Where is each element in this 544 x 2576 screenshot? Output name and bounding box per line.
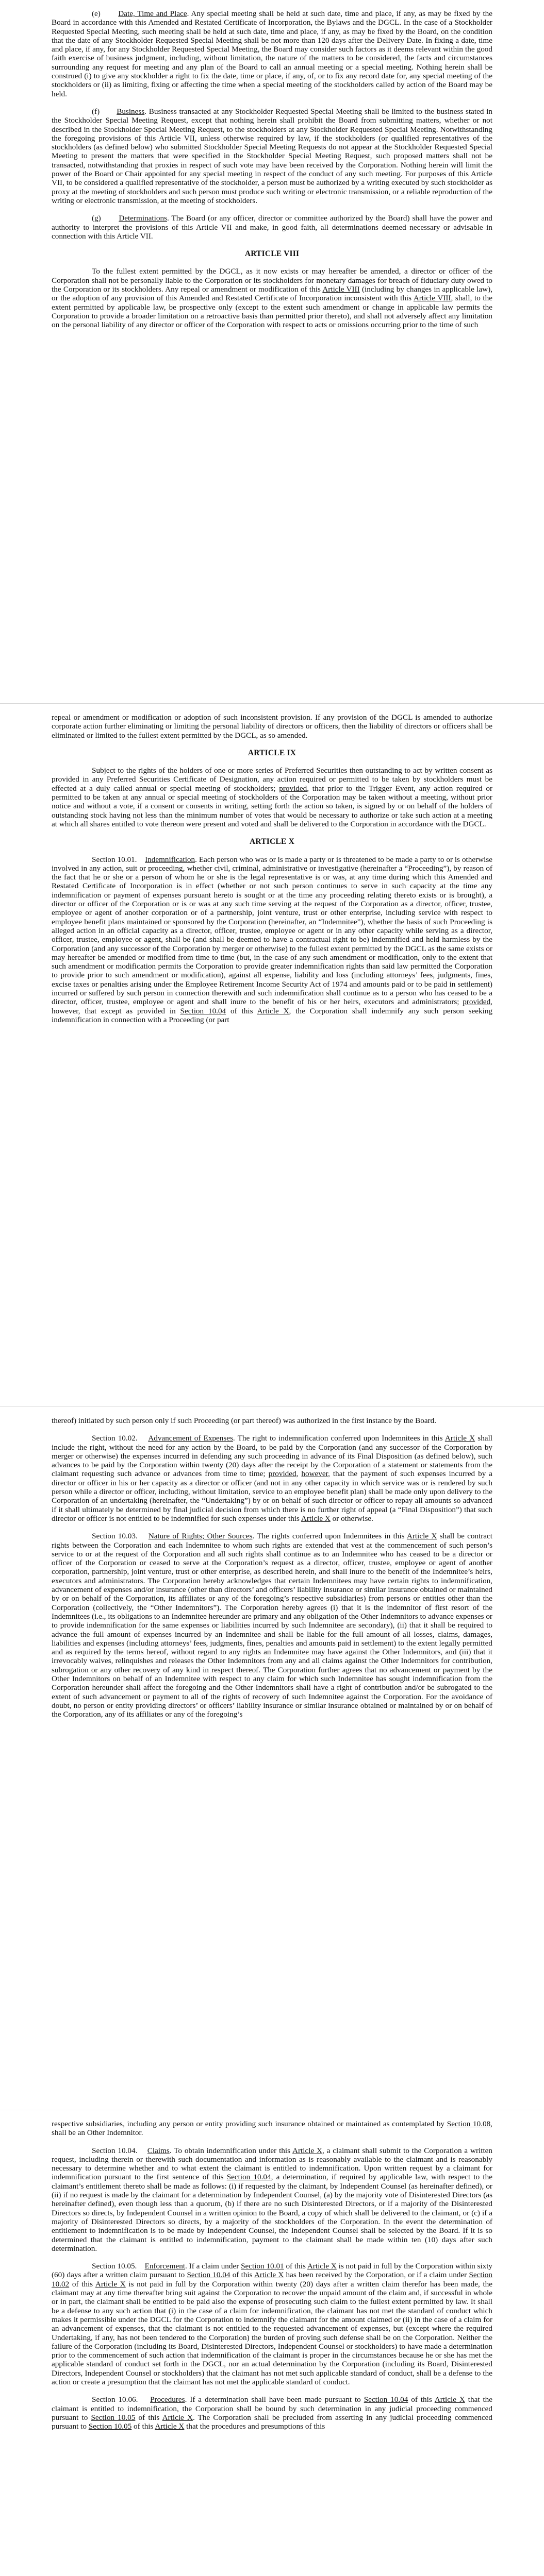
- article-reference: Article X: [257, 1006, 289, 1015]
- section-body: , however, that except as provided in: [52, 997, 492, 1015]
- section-body: that the claimant is entitled to indemnification, the Corporation shall be bound by such determination in any judicial proceeding commenced pursuant to: [52, 2395, 493, 2422]
- page-4-text: [52, 2120, 492, 2431]
- article-text: To the fullest extent permitted by the DGCL, as it now exists or may hereafter be amended, a director or officer of the Corporation shall not be personally liable to the Corporation or its stockholders for monetary damages for breach of fiduciary duty owed to the Corporation or its stockholders. Any repeal or amendment or modification of this: [52, 267, 492, 294]
- section-heading: Determinations: [119, 214, 167, 223]
- article-reference: Article VIII: [413, 294, 451, 303]
- section-10-05-paragraph: [52, 2262, 492, 2386]
- section-body: . Each person who was or is made a party or is threatened to be made a party to or is otherwise involved in any action, suit or proceeding, whether civil, criminal, administrative or investigative (hereinafter a “Proceeding”), by reason of the fact that he or she or a person of whom he or she is the legal representative is or was, at any time during which this Amended and Restated Certificate of Incorporation is in effect (whether or not such person continues to serve in such capacity at the time any indemnification or payment of expenses pursuant hereto is sought or at the time any proceeding relating thereto exists or is brought), a director or officer of the Corporation or is or was at any such time serving at the request of the Corporation as a director, officer, trustee, employee or agent of another corporation or of a partnership, joint venture, trust or other enterprise, including service with respect to employee benefit plans maintained or sponsored by the Corporation (hereinafter, an “Indemnitee”), whether the basis of such Proceeding is alleged action in an official capacity as a director, officer, trustee, employee or agent or in any other capacity while serving as a director, officer, trustee, employee or agent, shall be (and shall be deemed to have a contractual right to be) indemnified and held harmless by the Corporation (and any successor of the Corporation by merger or otherwise) to the fullest extent permitted by the DGCL as the same exists or may hereafter be amended or modified from time to time (but, in the case of any such amendment or modification, only to the extent that such amendment or modification permits the Corporation to provide greater indemnification rights than said law permitted the Corporation to provide prior to such amendment or modification), against all expense, liability and loss (including attorneys’ fees, judgments, fines, excise taxes or penalties arising under the Employee Retirement Income Security Act of 1974 and amounts paid or to be paid in settlement) incurred or suffered by such person in connection therewith and such indemnification shall continue as to a person who has ceased to be a director, officer, trustee, employee or agent and shall inure to the benefit of his or her heirs, executors and administrators;: [52, 855, 493, 1007]
- section-heading: Claims: [147, 2146, 170, 2155]
- section-body: is not paid in full by the Corporation within sixty (60) days after a written claim pursuant to: [52, 2262, 493, 2280]
- article-viii-title: ARTICLE VIII: [244, 249, 300, 259]
- document-page-2: [0, 703, 544, 1406]
- article-ix-title: ARTICLE IX: [248, 748, 296, 757]
- section-body: of this: [226, 1006, 257, 1015]
- section-heading: Procedures: [150, 2395, 185, 2404]
- section-body: shall be contract rights between the Corporation and each Indemnitee to whom such rights are extended that vest at the commencement of such person’s service to or at the request of the Corporation and all such rights shall continue as to an Indemnitee who has ceased to be a director or officer of the Corporation or ceased to serve at the Corporation’s request as a director, officer, trustee, employee or agent of another corporation, partnership, joint venture, trust or other enterprise, as described herein, and shall inure to the benefit of the Indemnitee’s heirs, executors and administrators. The Corporation hereby acknowledges that certain Indemnitees may have certain rights to indemnification, advancement of expenses and/or insurance (other than directors’ and officers’ liability insurance or similar insurance obtained or maintained by or on behalf of the Corporation, its affiliates or any of the foregoing’s respective subsidiaries) from persons or entities other than the Corporation (collectively, the “Other Indemnitors”). The Corporation hereby agrees (i) that it is the indemnitor of first resort of the Indemnitees (i.e., its obligations to an Indemnitee hereunder are primary and any obligation of the Other Indemnitors to advance expenses or to provide indemnification for the same expenses or liabilities incurred by such Indemnitee are secondary), (ii) that it shall be required to advance the full amount of expenses incurred by an Indemnitee and shall be liable for the full amount of all losses, claims, damages, liabilities and expenses (including attorneys’ fees, judgments, fines, penalties and amounts paid in settlement) to the extent legally permitted and as required by the terms hereof, without regard to any rights an Indemnitee may have against the Other Indemnitors, and (iii) that it irrevocably waives, relinquishes and releases the Other Indemnitors from any and all claims against the Other Indemnitors for contribution, subrogation or any other recovery of any kind in respect thereof. The Corporation further agrees that no advancement or payment by the Other Indemnitors on behalf of an Indemnitee with respect to any claim for which such Indemnitee has sought indemnification from the Corporation hereunder shall affect the foregoing and the Other Indemnitors shall have a right of contribution and/or be subrogated to the extent of such advancement or payment to all of the rights of recovery of such Indemnitee against the Corporation. For the avoidance of doubt, no person or entity providing directors’ or officers’ liability insurance or similar insurance obtained or maintained by or on behalf of the Corporation, any of its affiliates or any of the foregoing’s: [52, 1532, 493, 1719]
- section-reference: Section 10.04: [226, 2173, 271, 2182]
- section-10-06-paragraph: [52, 2395, 492, 2431]
- section-heading: Advancement of Expenses: [148, 1434, 233, 1443]
- article-ix-paragraph: [52, 766, 492, 828]
- article-reference: Article X: [155, 2422, 185, 2431]
- section-label: Section 10.03.: [92, 1532, 138, 1541]
- document-page-1: [0, 0, 544, 703]
- article-text: , shall, to the extent permitted by applicable law, be prospective only (except to the extent such amendment or change in applicable law permits the Corporation to provide a broader limitation on a retroactive basis than permitted prior thereto), and shall not adversely affect any limitation on the personal liability of any director or officer of the Corporation with respect to acts or omissions occurring prior to the time of such: [52, 294, 492, 330]
- section-body: , a claimant shall submit to the Corporation a written request, including therein or therewith such documentation and information as is reasonably available to the claimant and is reasonably necessary to determine whether and to what extent the claimant is entitled to indemnification. Upon written request by a claimant for indemnification pursuant to the first sentence of this: [52, 2146, 493, 2182]
- section-label: (e): [92, 9, 101, 18]
- section-10-04-paragraph: [52, 2146, 492, 2253]
- article-reference: Article X: [406, 1532, 437, 1541]
- section-10-03-paragraph: [52, 1532, 492, 1719]
- section-body: , a determination, if required by applicable law, with respect to the claimant’s entitlement thereto shall be made as follows: (i) if requested by the claimant, by Independent Counsel (as hereinafter defined), or (ii) if no request is made by the claimant for a determination by Independent Counsel, (a) by the majority vote of Disinterested Directors (as hereinafter defined), even though less than a quorum, (b) if there are no such Disinterested Directors, or if a majority of the Disinterested Directors so directs, by Independent Counsel in a written opinion to the Board, a copy of which shall be delivered to the claimant, or (c) if a majority of Disinterested Directors so directs, by a majority of the stockholders of the Corporation. In the event the determination of entitlement to indemnification is to be made by Independent Counsel, the Independent Counsel shall be selected by the Board. If it is so determined that the claimant is entitled to indemnification, payment to the claimant shall be made within ten (10) days after such determination.: [52, 2173, 492, 2253]
- section-body: . To obtain indemnification under this: [169, 2146, 293, 2155]
- section-body: . Business transacted at any Stockholder Requested Special Meeting shall be limited to the business stated in the Stockholder Special Meeting Request, except that nothing herein shall prohibit the Board from submitting matters, whether or not described in the Stockholder Special Meeting Request, to the stockholders at any Stockholder Requested Special Meeting. Notwithstanding the foregoing provisions of this Article VII, unless otherwise required by law, if the stockholders (or qualified representatives of the stockholders (as defined below) who submitted Stockholder Special Meeting Requests do not appear at the Stockholder Requested Special Meeting to present the matters that were specified in the Stockholder Special Meeting Request, such proposed matters shall not be transacted, notwithstanding that proxies in respect of such vote may have been received by the Corporation. Nothing herein will limit the power of the Board or Chair appointed for any special meeting in respect of the conduct of any such meeting. For purposes of this Article VII, to be considered a qualified representative of the stockholder, a person must be authorized by a writing executed by such stockholder as proxy at the meeting of stockholders and such person must produce such writing or electronic transmission, or a reliable reproduction of the writing or electronic transmission, at the meeting of stockholders.: [52, 107, 493, 205]
- section-body: of this: [131, 2422, 155, 2431]
- section-body: respective subsidiaries, including any person or entity providing such insurance obtained or maintained as contemplated by: [52, 2120, 447, 2128]
- section-body: that the procedures and presumptions of this: [184, 2422, 325, 2431]
- section-10-02-paragraph: [52, 1434, 492, 1523]
- section-body: ,: [296, 1469, 302, 1479]
- section-label: Section 10.01.: [92, 855, 137, 864]
- section-reference: Section 10.04: [364, 2395, 408, 2404]
- section-10-01-continued: thereof) initiated by such person only if such Proceeding (or part thereof) was authorized in the first instance by the Board.: [52, 1416, 437, 1425]
- section-body: . If a determination shall have been made pursuant to: [185, 2395, 364, 2404]
- section-body: . If a claim under: [185, 2262, 241, 2271]
- section-reference: Section 10.01: [241, 2262, 284, 2271]
- section-body: . The Corporation shall be precluded from asserting in any judicial proceeding commenced pursuant to: [52, 2413, 493, 2431]
- section-body: of this: [69, 2279, 95, 2289]
- section-body: of this: [408, 2395, 435, 2404]
- section-body: of this: [284, 2262, 307, 2271]
- section-heading: Business: [117, 107, 145, 116]
- section-body: is not paid in full by the Corporation within twenty (20) days after a written claim therefor has been made, the claimant may at any time thereafter bring suit against the Corporation to recover the unpaid amount of the claim and, if successful in whole or in part, the claimant shall be entitled to be paid also the expense of prosecuting such claim to the fullest extent permitted by law. It shall be a defense to any such action that (i) in the case of a claim for indemnification, the claimant has not met the standard of conduct which makes it permissible under the DGCL for the Corporation to indemnify the claimant for the amount claimed or (ii) in the case of a claim for an advancement of expenses, that the claimant is not entitled to the requested advancement of expenses, but (except where the required Undertaking, if any, has not been tendered to the Corporation) the burden of proving such defense shall be on the Corporation. Neither the failure of the Corporation (including its Board, Disinterested Directors, Independent Counsel or stockholders) to have made a determination prior to the commencement of such action that indemnification of the claimant is proper in the circumstances because he or she has met the applicable standard of conduct set forth in the DGCL, nor an actual determination by the Corporation (including its Board, Disinterested Directors, Independent Counsel or stockholders) that the claimant has not met such applicable standard of conduct, shall be a defense to the action or create a presumption that the claimant has not met the applicable standard of conduct.: [52, 2279, 493, 2387]
- section-label: Section 10.02.: [92, 1434, 138, 1443]
- article-x-title: ARTICLE X: [250, 837, 294, 846]
- page-3-text: [52, 1416, 492, 1719]
- section-heading: Nature of Rights; Other Sources: [148, 1532, 253, 1541]
- article-text: (including by changes in applicable law), or the adoption of any provision of this Amended and Restated Certificate of Incorporation inconsistent with this: [52, 285, 492, 303]
- section-body: or otherwise.: [330, 1514, 373, 1523]
- section-body: , that the payment of such expenses incurred by a director or officer in his or her capacity as a director or officer (and not in any other capacity in which service was or is rendered by such person while a director or officer, including, without limitation, service to an employee benefit plan) shall be made only upon delivery to the Corporation of an undertaking (hereinafter, the “Undertaking”) by or on behalf of such director or officer to repay all amounts so advanced if it shall ultimately be determined by final judicial decision from which there is no further right of appeal (a “Final Disposition”) that such director or officer is not entitled to be indemnified for such expenses under this: [52, 1469, 493, 1523]
- section-7f-paragraph: [52, 107, 492, 205]
- section-body: , the Corporation shall indemnify any such person seeking indemnification in connection with a Proceeding (or part: [52, 1006, 492, 1024]
- section-10-01-paragraph: [52, 855, 492, 1025]
- section-heading: Date, Time and Place: [118, 9, 187, 18]
- article-reference: Article X: [434, 2395, 465, 2404]
- section-reference: Section 10.05: [91, 2413, 136, 2422]
- section-reference: Section 10.04: [187, 2270, 230, 2280]
- section-label: (g): [92, 214, 101, 223]
- section-heading: Enforcement: [144, 2262, 186, 2271]
- section-10-03-continued: [52, 2120, 492, 2138]
- article-viii-continued: repeal or amendment or modification or adoption of such inconsistent provision. If any provision of the DGCL is amended to authorize corporate action further eliminating or limiting the personal liability of directors or officers, then the liability of directors or officers shall be eliminated or limited to the fullest extent permitted by the DGCL, as so amended.: [52, 713, 492, 740]
- article-text: , that prior to the Trigger Event, any action required or permitted to be taken at any annual or special meeting of stockholders of the Corporation may be taken without a meeting, without prior notice and without a vote, if a consent or consents in writing, setting forth the action so taken, is signed by or on behalf of the holders of outstanding stock having not less than the minimum number of votes that would be necessary to authorize or take such action at a meeting at which all shares entitled to vote thereon were present and voted and shall be delivered to the Corporation in accordance with the DGCL.: [52, 784, 493, 828]
- section-7g-paragraph: [52, 214, 492, 241]
- section-label: (f): [92, 107, 100, 116]
- page-1-text: [52, 9, 492, 330]
- section-reference: Section 10.05: [88, 2422, 132, 2431]
- section-reference: Section 10.02: [52, 2270, 492, 2289]
- section-body: shall include the right, without the need for any action by the Board, to be paid by the Corporation (and any successor of the Corporation by merger or otherwise) the expenses incurred in defending any such proceeding in advance of its Final Disposition (as defined below), such advances to be paid by the Corporation within twenty (20) days after the receipt by the Corporation of a statement or statements from the claimant requesting such advance or advances from time to time;: [52, 1434, 492, 1479]
- article-reference: Article X: [254, 2270, 284, 2280]
- proviso-term: provided: [268, 1469, 296, 1479]
- section-label: Section 10.05.: [92, 2262, 137, 2271]
- section-body: has been received by the Corporation, or if a claim under: [284, 2270, 469, 2280]
- section-7e-paragraph: [52, 9, 492, 98]
- article-reference: Article VIII: [322, 285, 360, 294]
- proviso-term: however: [301, 1469, 328, 1479]
- article-reference: Article X: [95, 2279, 126, 2289]
- section-body: . The Board (or any officer, director or committee authorized by the Board) shall have the power and authority to interpret the provisions of this Article VII and make, in good faith, all determinations deemed necessary or advisable in connection with this Article VII.: [52, 214, 493, 241]
- section-body: , shall be an Other Indemnitor.: [52, 2120, 492, 2138]
- document-page-4: [0, 2110, 544, 2576]
- article-reference: Article X: [444, 1434, 475, 1443]
- section-label: Section 10.06.: [92, 2395, 138, 2404]
- article-reference: Article X: [301, 1514, 331, 1523]
- page-2-text: [52, 713, 492, 1024]
- section-body: of this: [135, 2413, 162, 2422]
- section-heading: Indemnification: [145, 855, 195, 864]
- article-text: Subject to the rights of the holders of one or more series of Preferred Securities then outstanding to act by written consent as provided in any Preferred Securities Certificate of Designation, any action required or permitted to be taken by stockholders must be effected at a duly called annual or special meeting of stockholders;: [52, 766, 492, 793]
- article-reference: Article X: [162, 2413, 193, 2422]
- section-reference: Section 10.08: [447, 2120, 491, 2128]
- section-body: . The right to indemnification conferred upon Indemnitees in this: [233, 1434, 445, 1443]
- section-reference: Section 10.04: [180, 1006, 226, 1015]
- article-reference: Article X: [292, 2146, 323, 2155]
- section-body: of this: [230, 2270, 254, 2280]
- section-label: Section 10.04.: [92, 2146, 138, 2155]
- section-body: . The rights conferred upon Indemnitees in this: [252, 1532, 407, 1541]
- section-body: . Any special meeting shall be held at such date, time and place, if any, as may be fixed by the Board in accordance with this Amended and Restated Certificate of Incorporation, the Bylaws and the DGCL. In the case of a Stockholder Requested Special Meeting, such meeting shall be held at such date, time and place, if any, as may be fixed by the Board, on the condition that the date of any Stockholder Requested Special Meeting shall be not more than 120 days after the Delivery Date. In fixing a date, time and place, if any, for any Stockholder Requested Special Meeting, the Board may consider such factors as it deems relevant within the good faith exercise of business judgment, including, without limitation, the nature of the matters to be considered, the facts and circumstances surrounding any request for meeting and any plan of the Board to call an annual meeting or a special meeting. Nothing herein shall be construed (i) to give any stockholder a right to fix the date, time or place, if any, of, or to fix any record date for, any special meeting of the stockholders or (ii) as limiting, fixing or affecting the time when a special meeting of the stockholders called by action of the Board may be held.: [52, 9, 492, 98]
- proviso-term: provided: [463, 997, 491, 1007]
- article-viii-paragraph: [52, 267, 492, 329]
- document-page-3: [0, 1406, 544, 2110]
- article-reference: Article X: [307, 2262, 337, 2271]
- proviso-term: provided: [279, 784, 307, 793]
